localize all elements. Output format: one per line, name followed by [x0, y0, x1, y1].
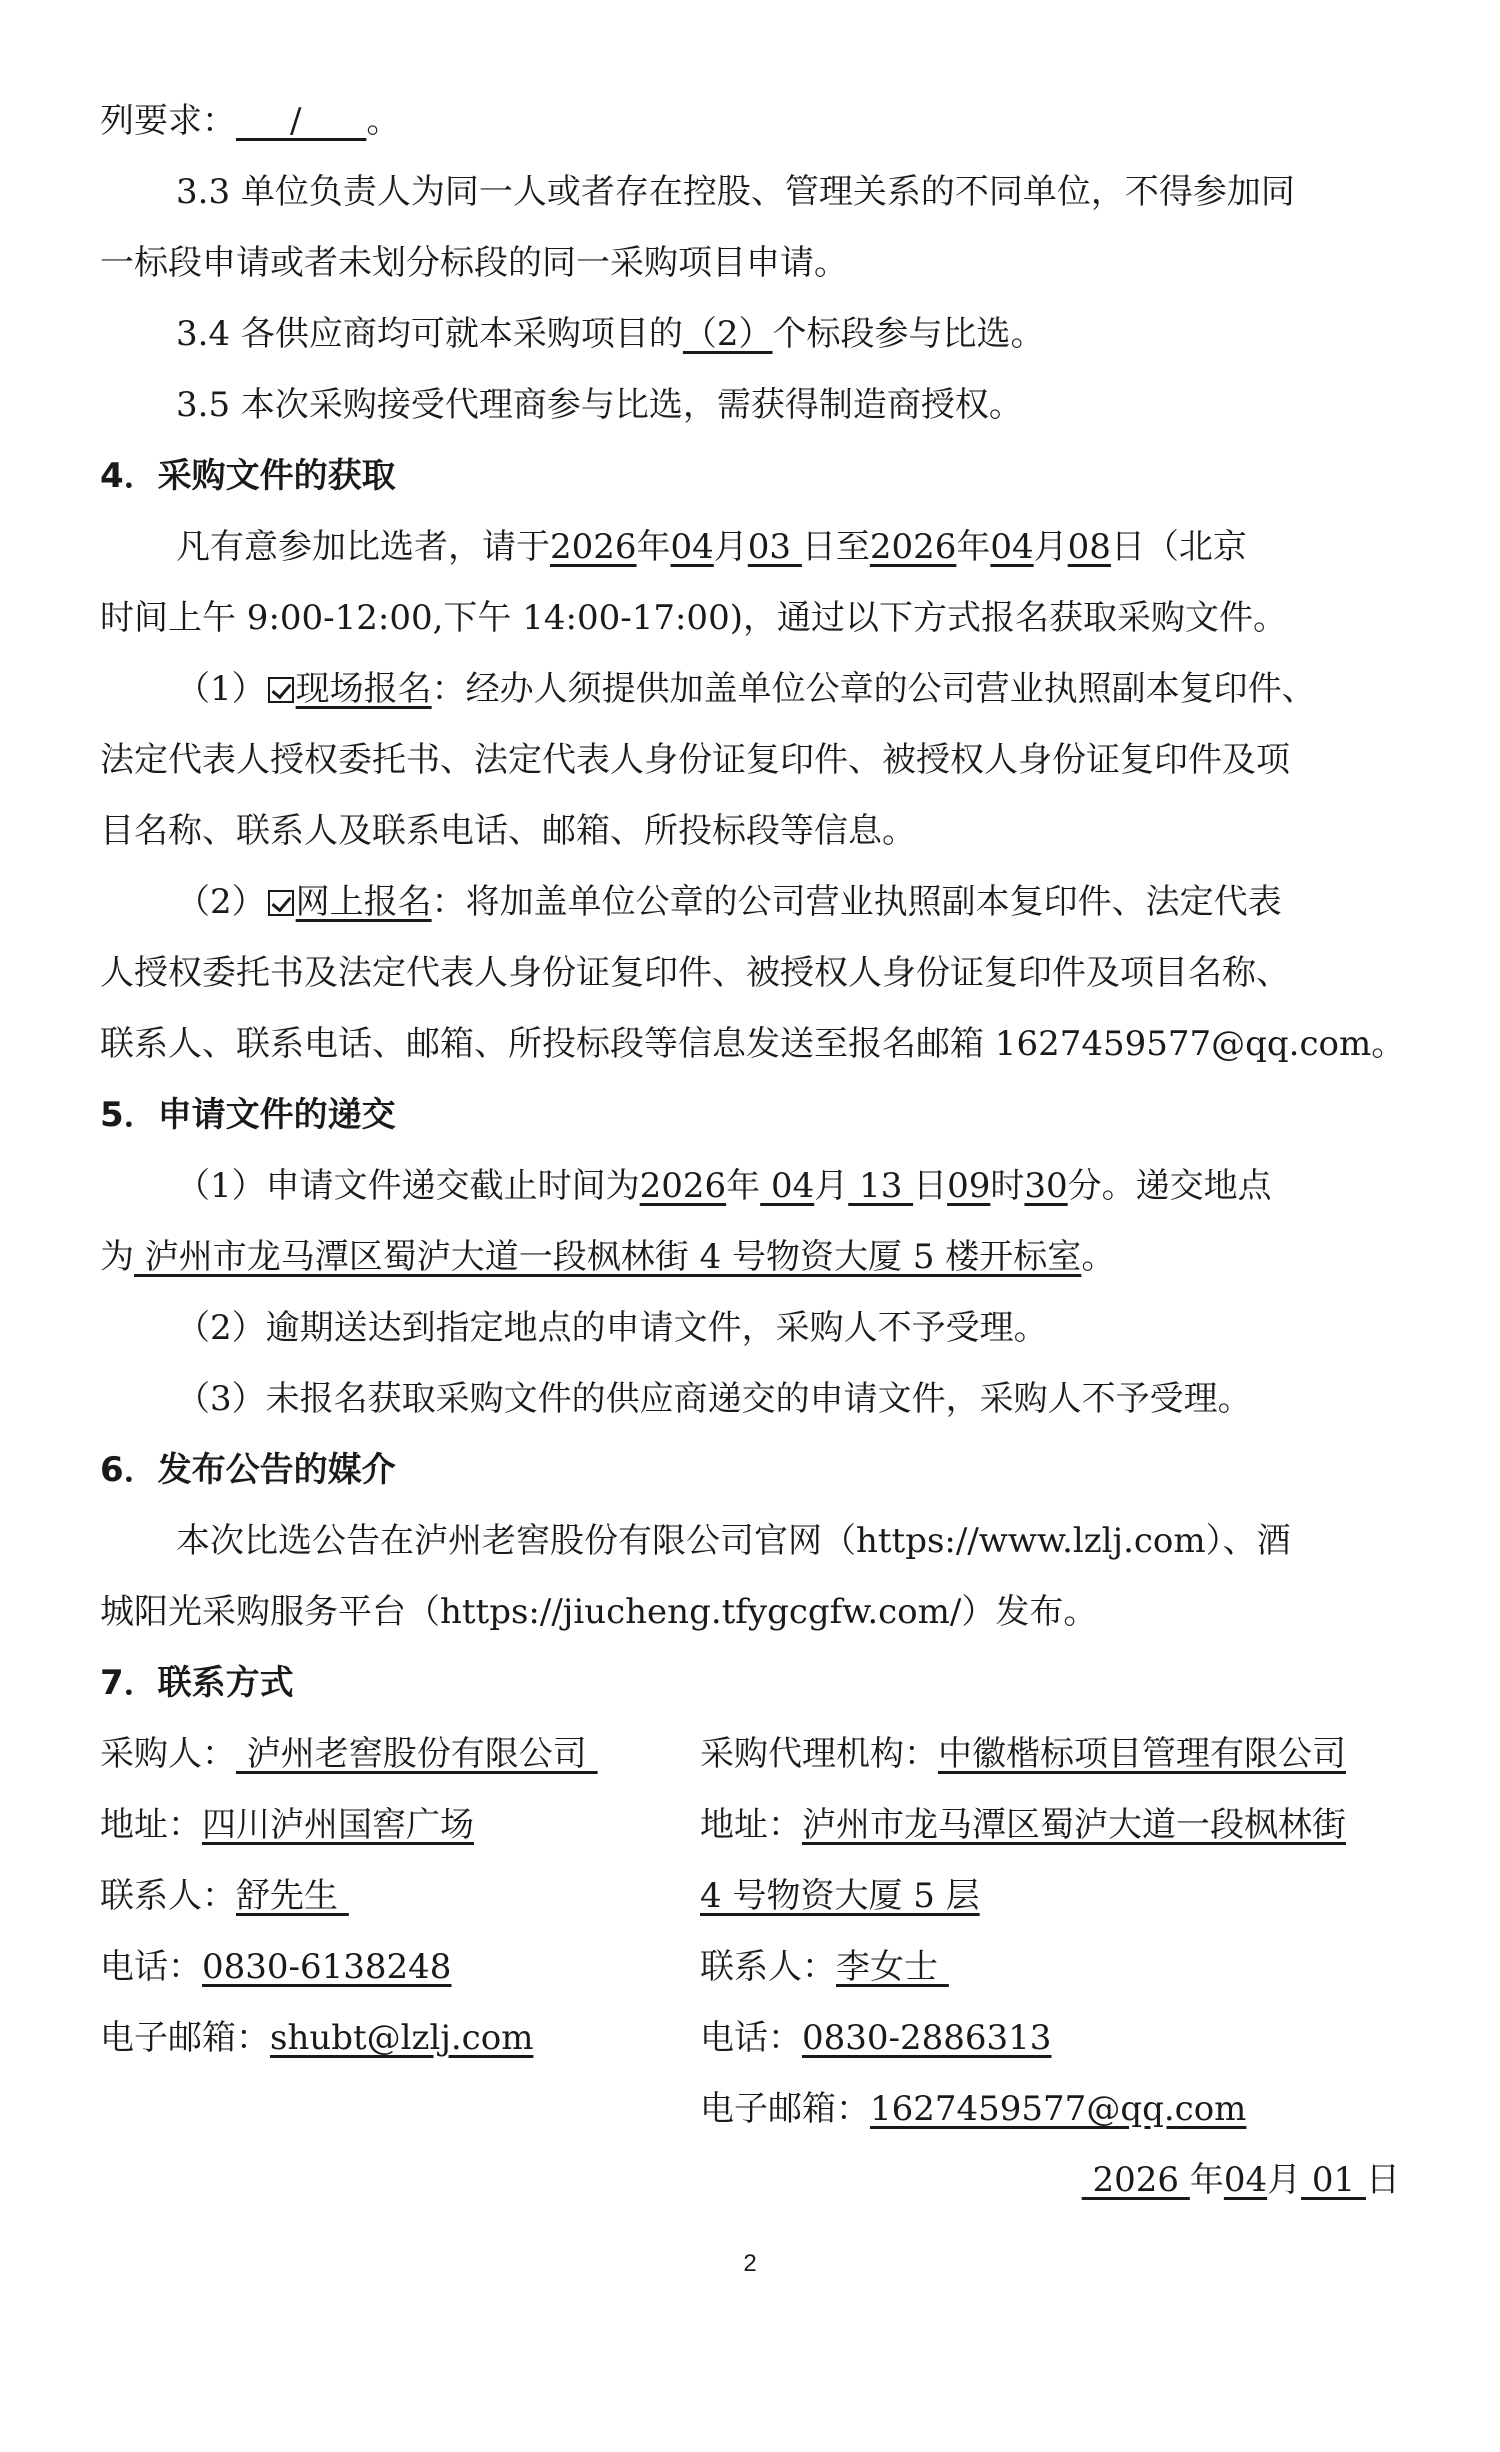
- onsite-registration: 现场报名: [295, 669, 432, 709]
- text: 日: [1366, 2160, 1400, 2200]
- buyer-line: [100, 1731, 680, 1777]
- text: 分。递交地点: [1067, 1166, 1272, 1206]
- label: 地址：: [700, 1805, 802, 1845]
- line-5: 3.5 本次采购接受代理商参与比选，需获得制造商授权。: [176, 385, 1023, 425]
- line-10: 目名称、联系人及联系电话、邮箱、所投标段等信息。: [100, 811, 916, 851]
- text: 年: [636, 527, 671, 567]
- buyer-contact-person: 舒先生: [236, 1876, 349, 1916]
- text: 年: [1189, 2160, 1224, 2200]
- lot-count: （2）: [682, 314, 773, 354]
- line-15: [100, 1234, 1400, 1280]
- buyer-email-line: [100, 2015, 680, 2061]
- text: 时: [990, 1166, 1025, 1206]
- online-registration: 网上报名: [295, 882, 432, 922]
- label: 联系人：: [100, 1876, 236, 1916]
- agent-address-cont: 4 号物资大厦 5 层: [700, 1876, 980, 1916]
- line-8: [176, 666, 1476, 712]
- agent-address-line-2: [700, 1873, 1400, 1919]
- text: 日（北京: [1110, 527, 1247, 567]
- text: 日: [913, 1166, 948, 1206]
- buyer-tel-line: [100, 1944, 680, 1990]
- text: 日至: [801, 527, 870, 567]
- text: 月: [814, 1166, 849, 1206]
- line-19: 城阳光采购服务平台（https://jiucheng.tfygcgfw.com/）发布。: [100, 1592, 1098, 1632]
- agent-line: [700, 1731, 1400, 1777]
- section-heading-6: 6．发布公告的媒介: [100, 1450, 396, 1490]
- buyer-address-line: [100, 1802, 680, 1848]
- start-year: 2026: [550, 527, 637, 567]
- line-2: 3.3 单位负责人为同一人或者存在控股、管理关系的不同单位，不得参加同: [176, 172, 1295, 212]
- issue-date: [100, 2157, 1400, 2203]
- deadline-day: 13: [848, 1166, 914, 1206]
- line-7: 时间上午 9:00-12:00,下午 14:00-17:00)，通过以下方式报名获取采购文件。: [100, 598, 1287, 638]
- section-heading-7: 7．联系方式: [100, 1663, 294, 1703]
- text: 。: [1081, 1237, 1116, 1277]
- section-heading-5: 5．申请文件的递交: [100, 1095, 396, 1135]
- date-year: 2026: [1081, 2160, 1190, 2200]
- line-4: [176, 311, 1476, 357]
- text: ：将加盖单位公章的公司营业执照副本复印件、法定代表: [431, 882, 1282, 922]
- agent-email-line: [700, 2086, 1400, 2132]
- checked-box-icon: [268, 890, 294, 916]
- end-month: 04: [990, 527, 1034, 567]
- agent-address-line: [700, 1802, 1400, 1848]
- text: 3.4 各供应商均可就本采购项目的: [176, 314, 683, 354]
- text: 列要求：: [100, 101, 236, 141]
- line-9: 法定代表人授权委托书、法定代表人身份证复印件、被授权人身份证复印件及项: [100, 740, 1290, 780]
- label: 地址：: [100, 1805, 202, 1845]
- line-17: （3）未报名获取采购文件的供应商递交的申请文件，采购人不予受理。: [176, 1379, 1252, 1419]
- label: 电话：: [700, 2018, 802, 2058]
- text: 年: [956, 527, 991, 567]
- deadline-minute: 30: [1024, 1166, 1068, 1206]
- line-3: 一标段申请或者未划分标段的同一采购项目申请。: [100, 243, 848, 283]
- blank-field: /: [236, 101, 367, 141]
- buyer-name: 泸州老窖股份有限公司: [236, 1734, 598, 1774]
- label: 采购人：: [100, 1734, 236, 1774]
- text: （2）: [176, 882, 266, 922]
- agent-contact-person: 李女士: [836, 1947, 949, 1987]
- text: 月: [1267, 2160, 1302, 2200]
- start-day: 03: [747, 527, 802, 567]
- text: 年: [726, 1166, 761, 1206]
- deadline-year: 2026: [639, 1166, 727, 1206]
- text: 凡有意参加比选者，请于: [176, 527, 550, 567]
- date-day: 01: [1301, 2160, 1366, 2200]
- line-6: [176, 524, 1476, 570]
- line-13: 联系人、联系电话、邮箱、所投标段等信息发送至报名邮箱 1627459577@qq.com。: [100, 1024, 1406, 1064]
- deadline-month: 04: [760, 1166, 815, 1206]
- label: 采购代理机构：: [700, 1734, 938, 1774]
- line-1: [100, 98, 1400, 144]
- line-14: [176, 1163, 1476, 1209]
- agent-name: 中徽楷标项目管理有限公司: [938, 1734, 1346, 1774]
- end-year: 2026: [869, 527, 957, 567]
- text: 月: [1033, 527, 1068, 567]
- label: 电子邮箱：: [100, 2018, 270, 2058]
- line-16: （2）逾期送达到指定地点的申请文件，采购人不予受理。: [176, 1308, 1048, 1348]
- text: （1）申请文件递交截止时间为: [176, 1166, 640, 1206]
- agent-email: 1627459577@qq.com: [870, 2089, 1247, 2129]
- buyer-email: shubt@lzlj.com: [270, 2018, 534, 2058]
- line-12: 人授权委托书及法定代表人身份证复印件、被授权人身份证复印件及项目名称、: [100, 953, 1290, 993]
- agent-contact-line: [700, 1944, 1400, 1990]
- submission-location: 泸州市龙马潭区蜀泸大道一段枫林街 4 号物资大厦 5 楼开标室: [134, 1237, 1082, 1277]
- label: 联系人：: [700, 1947, 836, 1987]
- line-11: [176, 879, 1476, 925]
- agent-tel-line: [700, 2015, 1400, 2061]
- checked-box-icon: [268, 677, 294, 703]
- text: 为: [100, 1237, 134, 1277]
- deadline-hour: 09: [947, 1166, 991, 1206]
- buyer-tel: 0830-6138248: [202, 1947, 452, 1987]
- section-heading-4: 4．采购文件的获取: [100, 456, 396, 496]
- label: 电话：: [100, 1947, 202, 1987]
- text: 月: [713, 527, 748, 567]
- buyer-contact-line: [100, 1873, 680, 1919]
- agent-address: 泸州市龙马潭区蜀泸大道一段枫林街: [802, 1805, 1346, 1845]
- text: 个标段参与比选。: [772, 314, 1045, 354]
- text: （1）: [176, 669, 266, 709]
- buyer-address: 四川泸州国窖广场: [202, 1805, 474, 1845]
- agent-tel: 0830-2886313: [802, 2018, 1052, 2058]
- page-number: 2: [743, 2250, 757, 2277]
- end-day: 08: [1067, 527, 1111, 567]
- start-month: 04: [670, 527, 714, 567]
- text: 。: [366, 101, 401, 141]
- line-18: 本次比选公告在泸州老窖股份有限公司官网（https://www.lzlj.com）、酒: [176, 1521, 1291, 1561]
- date-month: 04: [1223, 2160, 1268, 2200]
- text: ：经办人须提供加盖单位公章的公司营业执照副本复印件、: [431, 669, 1316, 709]
- label: 电子邮箱：: [700, 2089, 870, 2129]
